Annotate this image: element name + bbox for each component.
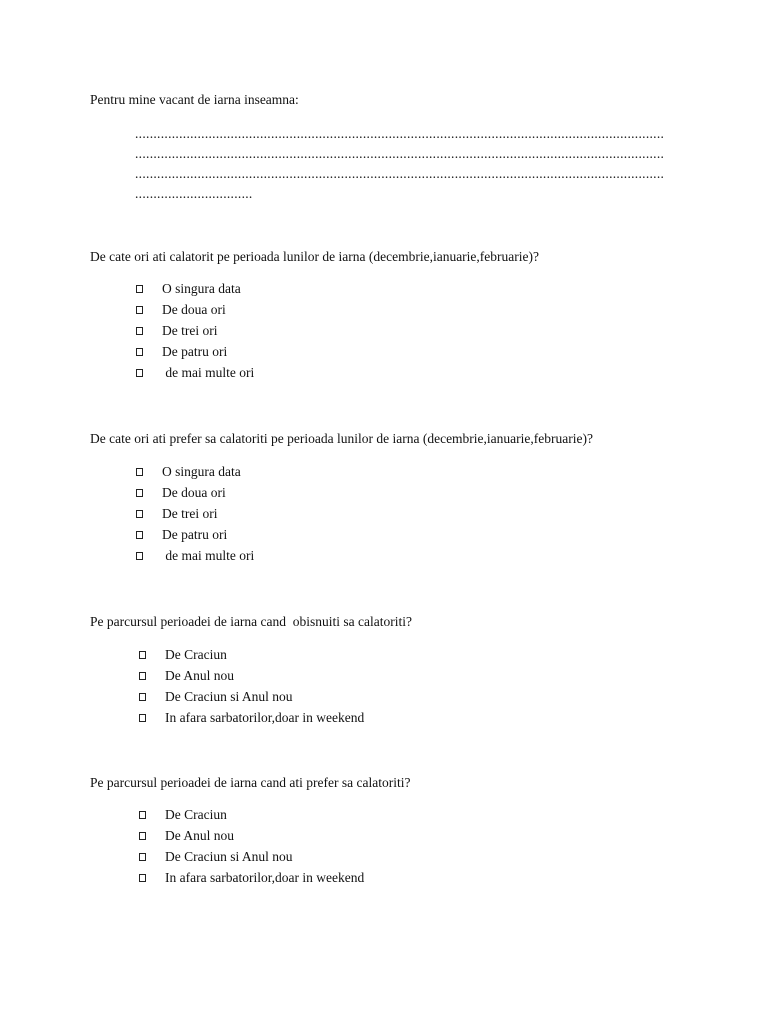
option-item[interactable]	[136, 300, 254, 321]
option-label: In afara sarbatorilor,doar in weekend	[165, 709, 365, 725]
option-label: De Anul nou	[165, 828, 234, 844]
options-preferred-travel-frequency	[136, 462, 254, 566]
option-label: De Craciun si Anul nou	[165, 688, 293, 704]
option-item[interactable]	[139, 805, 364, 826]
checkbox[interactable]	[139, 874, 146, 882]
checkbox[interactable]	[136, 306, 143, 314]
checkbox[interactable]	[139, 811, 146, 819]
option-item[interactable]	[139, 645, 364, 666]
option-label: De Craciun	[165, 807, 227, 823]
options-travel-frequency	[136, 279, 254, 383]
option-item[interactable]	[136, 362, 254, 383]
option-label: De doua ori	[162, 302, 226, 318]
question-preferred-travel-frequency: De cate ori ati prefer sa calatoriti pe perioada lunilor de iarna (decembrie,ianuarie,februarie)?	[90, 431, 593, 446]
option-label: de mai multe ori	[162, 547, 255, 563]
checkbox[interactable]	[136, 552, 143, 560]
checkbox[interactable]	[139, 672, 146, 680]
options-when-prefer-travel	[139, 805, 364, 888]
option-item[interactable]	[139, 707, 364, 728]
option-label: De trei ori	[162, 322, 218, 338]
question-winter-vacation-meaning: Pentru mine vacant de iarna inseamna:	[90, 92, 299, 107]
option-item[interactable]	[136, 321, 254, 342]
option-label: In afara sarbatorilor,doar in weekend	[165, 869, 365, 885]
checkbox[interactable]	[139, 853, 146, 861]
option-label: De doua ori	[162, 485, 226, 501]
option-item[interactable]	[136, 545, 254, 566]
dotted-line: ................................................................................................................................................	[135, 126, 665, 141]
checkbox[interactable]	[136, 348, 143, 356]
checkbox[interactable]	[139, 651, 146, 659]
option-label: De Craciun si Anul nou	[165, 848, 293, 864]
checkbox[interactable]	[136, 468, 143, 476]
option-label: De patru ori	[162, 526, 228, 542]
option-label: De Anul nou	[165, 668, 234, 684]
dotted-line: ................................................................................................................................................	[135, 146, 665, 161]
checkbox[interactable]	[139, 832, 146, 840]
dotted-line: ................................................................................................................................................	[135, 166, 665, 181]
checkbox[interactable]	[136, 489, 143, 497]
checkbox[interactable]	[136, 327, 143, 335]
option-item[interactable]	[139, 847, 364, 868]
checkbox[interactable]	[139, 714, 146, 722]
option-item[interactable]	[136, 279, 254, 300]
option-label: De patru ori	[162, 343, 228, 359]
question-when-prefer-travel: Pe parcursul perioadei de iarna cand ati prefer sa calatoriti?	[90, 775, 411, 790]
option-item[interactable]	[136, 483, 254, 504]
options-when-usually-travel	[139, 645, 364, 728]
checkbox[interactable]	[136, 510, 143, 518]
option-item[interactable]	[136, 504, 254, 525]
option-item[interactable]	[139, 666, 364, 687]
option-item[interactable]	[139, 867, 364, 888]
option-item[interactable]	[139, 826, 364, 847]
answer-dotted-lines[interactable]	[135, 124, 680, 204]
dotted-line: ................................	[135, 186, 253, 201]
option-label: De Craciun	[165, 647, 227, 663]
option-item[interactable]	[136, 341, 254, 362]
option-item[interactable]	[139, 687, 364, 708]
question-when-usually-travel: Pe parcursul perioadei de iarna cand obisnuiti sa calatoriti?	[90, 614, 413, 629]
checkbox[interactable]	[136, 285, 143, 293]
option-label: O singura data	[162, 464, 241, 480]
option-label: de mai multe ori	[162, 364, 255, 380]
option-item[interactable]	[136, 462, 254, 483]
checkbox[interactable]	[136, 531, 143, 539]
option-item[interactable]	[136, 524, 254, 545]
option-label: O singura data	[162, 281, 241, 297]
checkbox[interactable]	[139, 693, 146, 701]
checkbox[interactable]	[136, 369, 143, 377]
question-travel-frequency: De cate ori ati calatorit pe perioada lunilor de iarna (decembrie,ianuarie,februarie)?	[90, 249, 540, 264]
option-label: De trei ori	[162, 505, 218, 521]
